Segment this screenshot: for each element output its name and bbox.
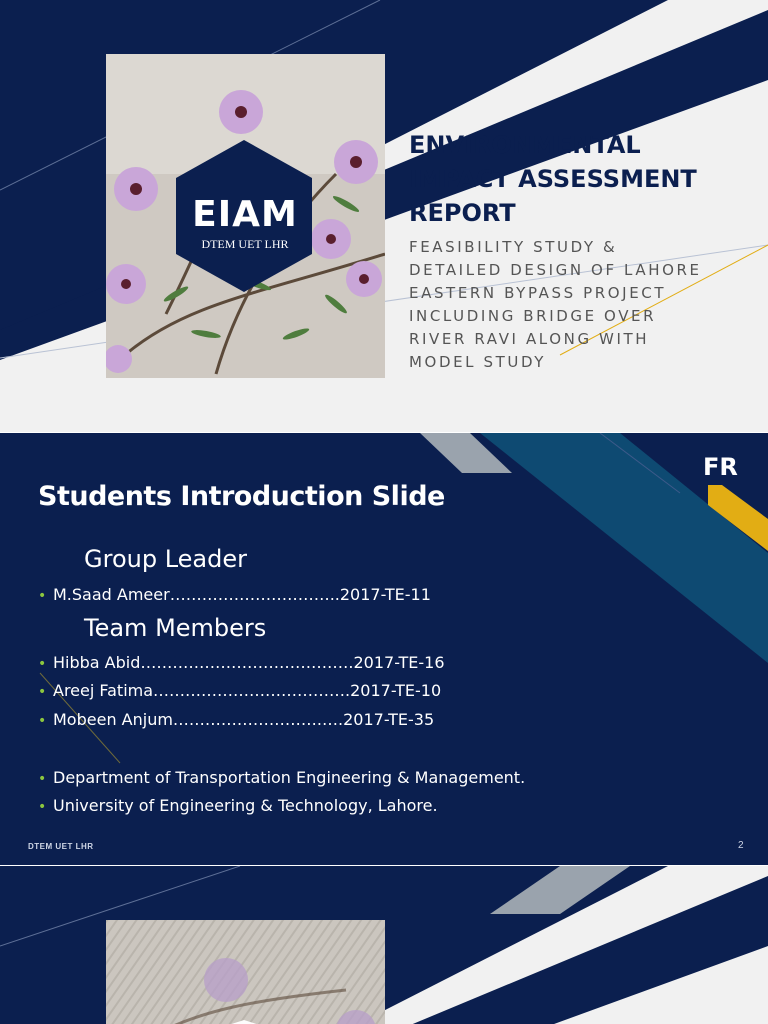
report-subtitle-line: FEASIBILITY STUDY & (409, 238, 618, 256)
slide-title: Students Introduction Slide (38, 481, 445, 512)
report-subtitle-line: INCLUDING BRIDGE OVER (409, 307, 657, 325)
bullet-icon: • (38, 771, 47, 787)
report-subtitle-line: RIVER RAVI ALONG WITH (409, 330, 650, 348)
list-item (38, 585, 431, 604)
fr-logo: FR (703, 453, 738, 481)
report-subtitle-line: DETAILED DESIGN OF LAHORE (409, 261, 702, 279)
member-entry: Hibba Abid………………………………….2017-TE-16 (53, 653, 445, 672)
report-subtitle (409, 236, 759, 374)
group-leader-heading: Group Leader (84, 545, 247, 573)
list-item (38, 681, 441, 700)
badge-title: EIAM (192, 194, 298, 235)
flower-image-blurred (106, 920, 385, 1024)
title-slide-transition (0, 866, 768, 1024)
bullet-icon: • (38, 799, 47, 815)
list-item (38, 796, 438, 815)
report-title-line: IMPACT ASSESSMENT (409, 165, 697, 193)
title-slide (0, 0, 768, 432)
affiliation-entry: Department of Transportation Engineering & Management. (53, 768, 526, 787)
bullet-icon: • (38, 713, 47, 729)
page-number: 2 (738, 840, 744, 851)
flower-photo (106, 54, 385, 378)
bullet-icon: • (38, 684, 47, 700)
group-leader-entry: M.Saad Ameer…………………………..2017-TE-11 (53, 585, 431, 604)
bullet-icon: • (38, 588, 47, 604)
badge-subtitle: DTEM UET LHR (201, 237, 289, 251)
member-entry: Areej Fatima……………………………….2017-TE-10 (53, 681, 442, 700)
students-slide (0, 433, 768, 865)
flower-photo-motion (106, 920, 385, 1024)
list-item (38, 710, 434, 729)
bullet-icon: • (38, 656, 47, 672)
report-title-line: REPORT (409, 199, 516, 227)
report-subtitle-line: EASTERN BYPASS PROJECT (409, 284, 667, 302)
report-subtitle-line: MODEL STUDY (409, 353, 547, 371)
report-title (409, 128, 749, 230)
affiliation-entry: University of Engineering & Technology, Lahore. (53, 796, 438, 815)
report-title-line: ENVIRONMENTAL (409, 131, 641, 159)
slide-footer: DTEM UET LHR (28, 842, 94, 851)
team-members-heading: Team Members (84, 614, 267, 642)
list-item (38, 653, 445, 672)
member-entry: Mobeen Anjum……………………….….2017-TE-35 (53, 710, 435, 729)
list-item (38, 768, 525, 787)
